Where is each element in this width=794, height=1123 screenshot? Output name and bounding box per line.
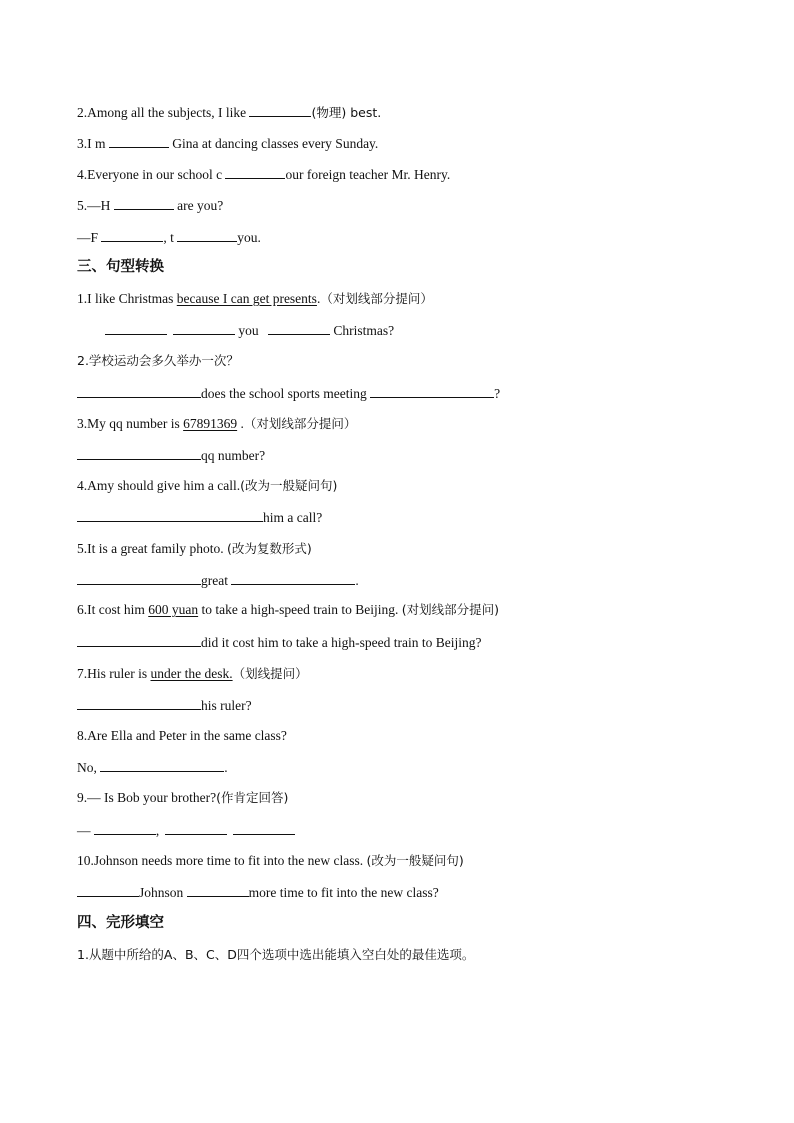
answer-text: qq number? [201,448,266,463]
question-3-1 [77,290,433,308]
question-3-2: 2.学校运动会多久举办一次？ [77,353,239,368]
answer-blank[interactable] [370,384,494,398]
question-text: 1.I like Christmas [77,291,177,306]
question-text: 5.—H [77,198,114,213]
answer-blank[interactable] [77,384,201,398]
question-text: are you? [173,198,224,213]
question-text: (物理) best. [311,105,382,120]
instruction-note: (对划线部分提问) [401,602,499,617]
answer-3-5 [77,571,359,590]
answer-blank[interactable] [94,821,156,835]
answer-3-2 [77,384,500,403]
question-3-3 [77,415,356,433]
question-text: . [237,416,244,431]
answer-blank[interactable] [173,321,235,335]
answer-3-3 [77,446,265,465]
answer-text: his ruler? [201,698,252,713]
question-2-5-reply [77,228,261,247]
answer-3-7 [77,696,252,715]
answer-text: him a call? [263,510,323,525]
question-text: 4.Amy should give him a call. [77,478,241,493]
answer-text: . [224,760,228,775]
answer-blank[interactable] [109,134,169,148]
answer-blank[interactable] [77,883,139,897]
question-text: 2.Among all the subjects, I like [77,105,250,120]
question-text: 9.— Is Bob your brother? [77,790,217,805]
answer-text: does the school sports meeting [201,386,371,401]
answer-text: — [77,823,94,838]
underlined-phrase: because I can get presents [176,291,317,306]
question-text: 7.His ruler is [77,666,151,681]
answer-text: No, [77,760,101,775]
question-3-7 [77,665,308,683]
section-3-heading: 三、句型转换 [77,259,164,275]
answer-blank[interactable] [77,633,201,647]
question-2-5 [77,196,223,215]
answer-blank[interactable] [177,228,237,242]
answer-3-1 [105,321,394,340]
question-3-10 [77,852,464,870]
instruction-note: （划线提问） [232,666,308,681]
instruction-note: (改为复数形式) [226,541,312,556]
question-text: 4.Everyone in our school c [77,167,226,182]
question-2-3 [77,134,378,153]
answer-blank[interactable] [249,103,311,117]
question-text: 3.My qq number is [77,416,184,431]
answer-blank[interactable] [268,321,330,335]
instruction-note: （对划线部分提问） [320,291,433,306]
question-3-8: 8.Are Ella and Peter in the same class? [77,728,287,743]
question-3-5 [77,540,312,558]
answer-blank[interactable] [77,446,201,460]
answer-text: you [235,323,262,338]
question-2-4 [77,165,450,184]
question-text: to take a high-speed train to Beijing. [198,602,402,617]
question-text: our foreign teacher Mr. Henry. [285,167,451,182]
answer-blank[interactable] [114,196,174,210]
question-text: . [316,291,321,306]
underlined-phrase: 600 yuan [148,602,199,617]
question-3-6 [77,601,499,619]
question-text: 3.I m [77,136,109,151]
question-2-2 [77,103,381,122]
section-4-instruction: 1.从题中所给的A、B、C、D四个选项中选出能填入空白处的最佳选项。 [77,947,475,962]
question-3-4 [77,477,337,495]
question-text: —F [77,230,102,245]
instruction-note: （对划线部分提问） [243,416,357,431]
question-text: 5.It is a great family photo. [77,541,227,556]
answer-3-4 [77,508,322,527]
answer-blank[interactable] [225,165,285,179]
answer-text: great [201,573,232,588]
answer-blank[interactable] [105,321,167,335]
answer-blank[interactable] [101,228,163,242]
answer-text: Johnson [139,885,187,900]
instruction-note: (改为一般疑问句) [366,853,464,868]
answer-blank[interactable] [187,883,249,897]
answer-text: did it cost him to take a high-speed train to Beijing? [201,635,482,650]
answer-3-10 [77,883,439,902]
question-text: , t [163,230,178,245]
answer-blank[interactable] [77,571,201,585]
answer-text: . [355,573,359,588]
question-3-9 [77,789,288,807]
answer-text: more time to fit into the new class? [248,885,439,900]
section-4-heading: 四、完形填空 [77,915,164,931]
underlined-phrase: 67891369 [183,416,238,431]
answer-blank[interactable] [77,508,263,522]
answer-3-8 [77,758,228,777]
question-text: 6.It cost him [77,602,149,617]
answer-blank[interactable] [165,821,227,835]
answer-3-6 [77,633,481,652]
question-text: Gina at dancing classes every Sunday. [168,136,379,151]
answer-blank[interactable] [233,821,295,835]
answer-blank[interactable] [100,758,224,772]
underlined-phrase: under the desk. [150,666,233,681]
answer-blank[interactable] [77,696,201,710]
answer-text: ? [494,386,501,401]
question-text: 10.Johnson needs more time to fit into the new class. [77,853,367,868]
answer-text: Christmas? [330,323,395,338]
answer-text: , [155,823,160,838]
instruction-note: (改为一般疑问句) [240,478,338,493]
instruction-note: (作肯定回答) [216,790,289,805]
answer-3-9 [77,821,295,840]
question-text: you. [237,230,261,245]
answer-blank[interactable] [231,571,355,585]
